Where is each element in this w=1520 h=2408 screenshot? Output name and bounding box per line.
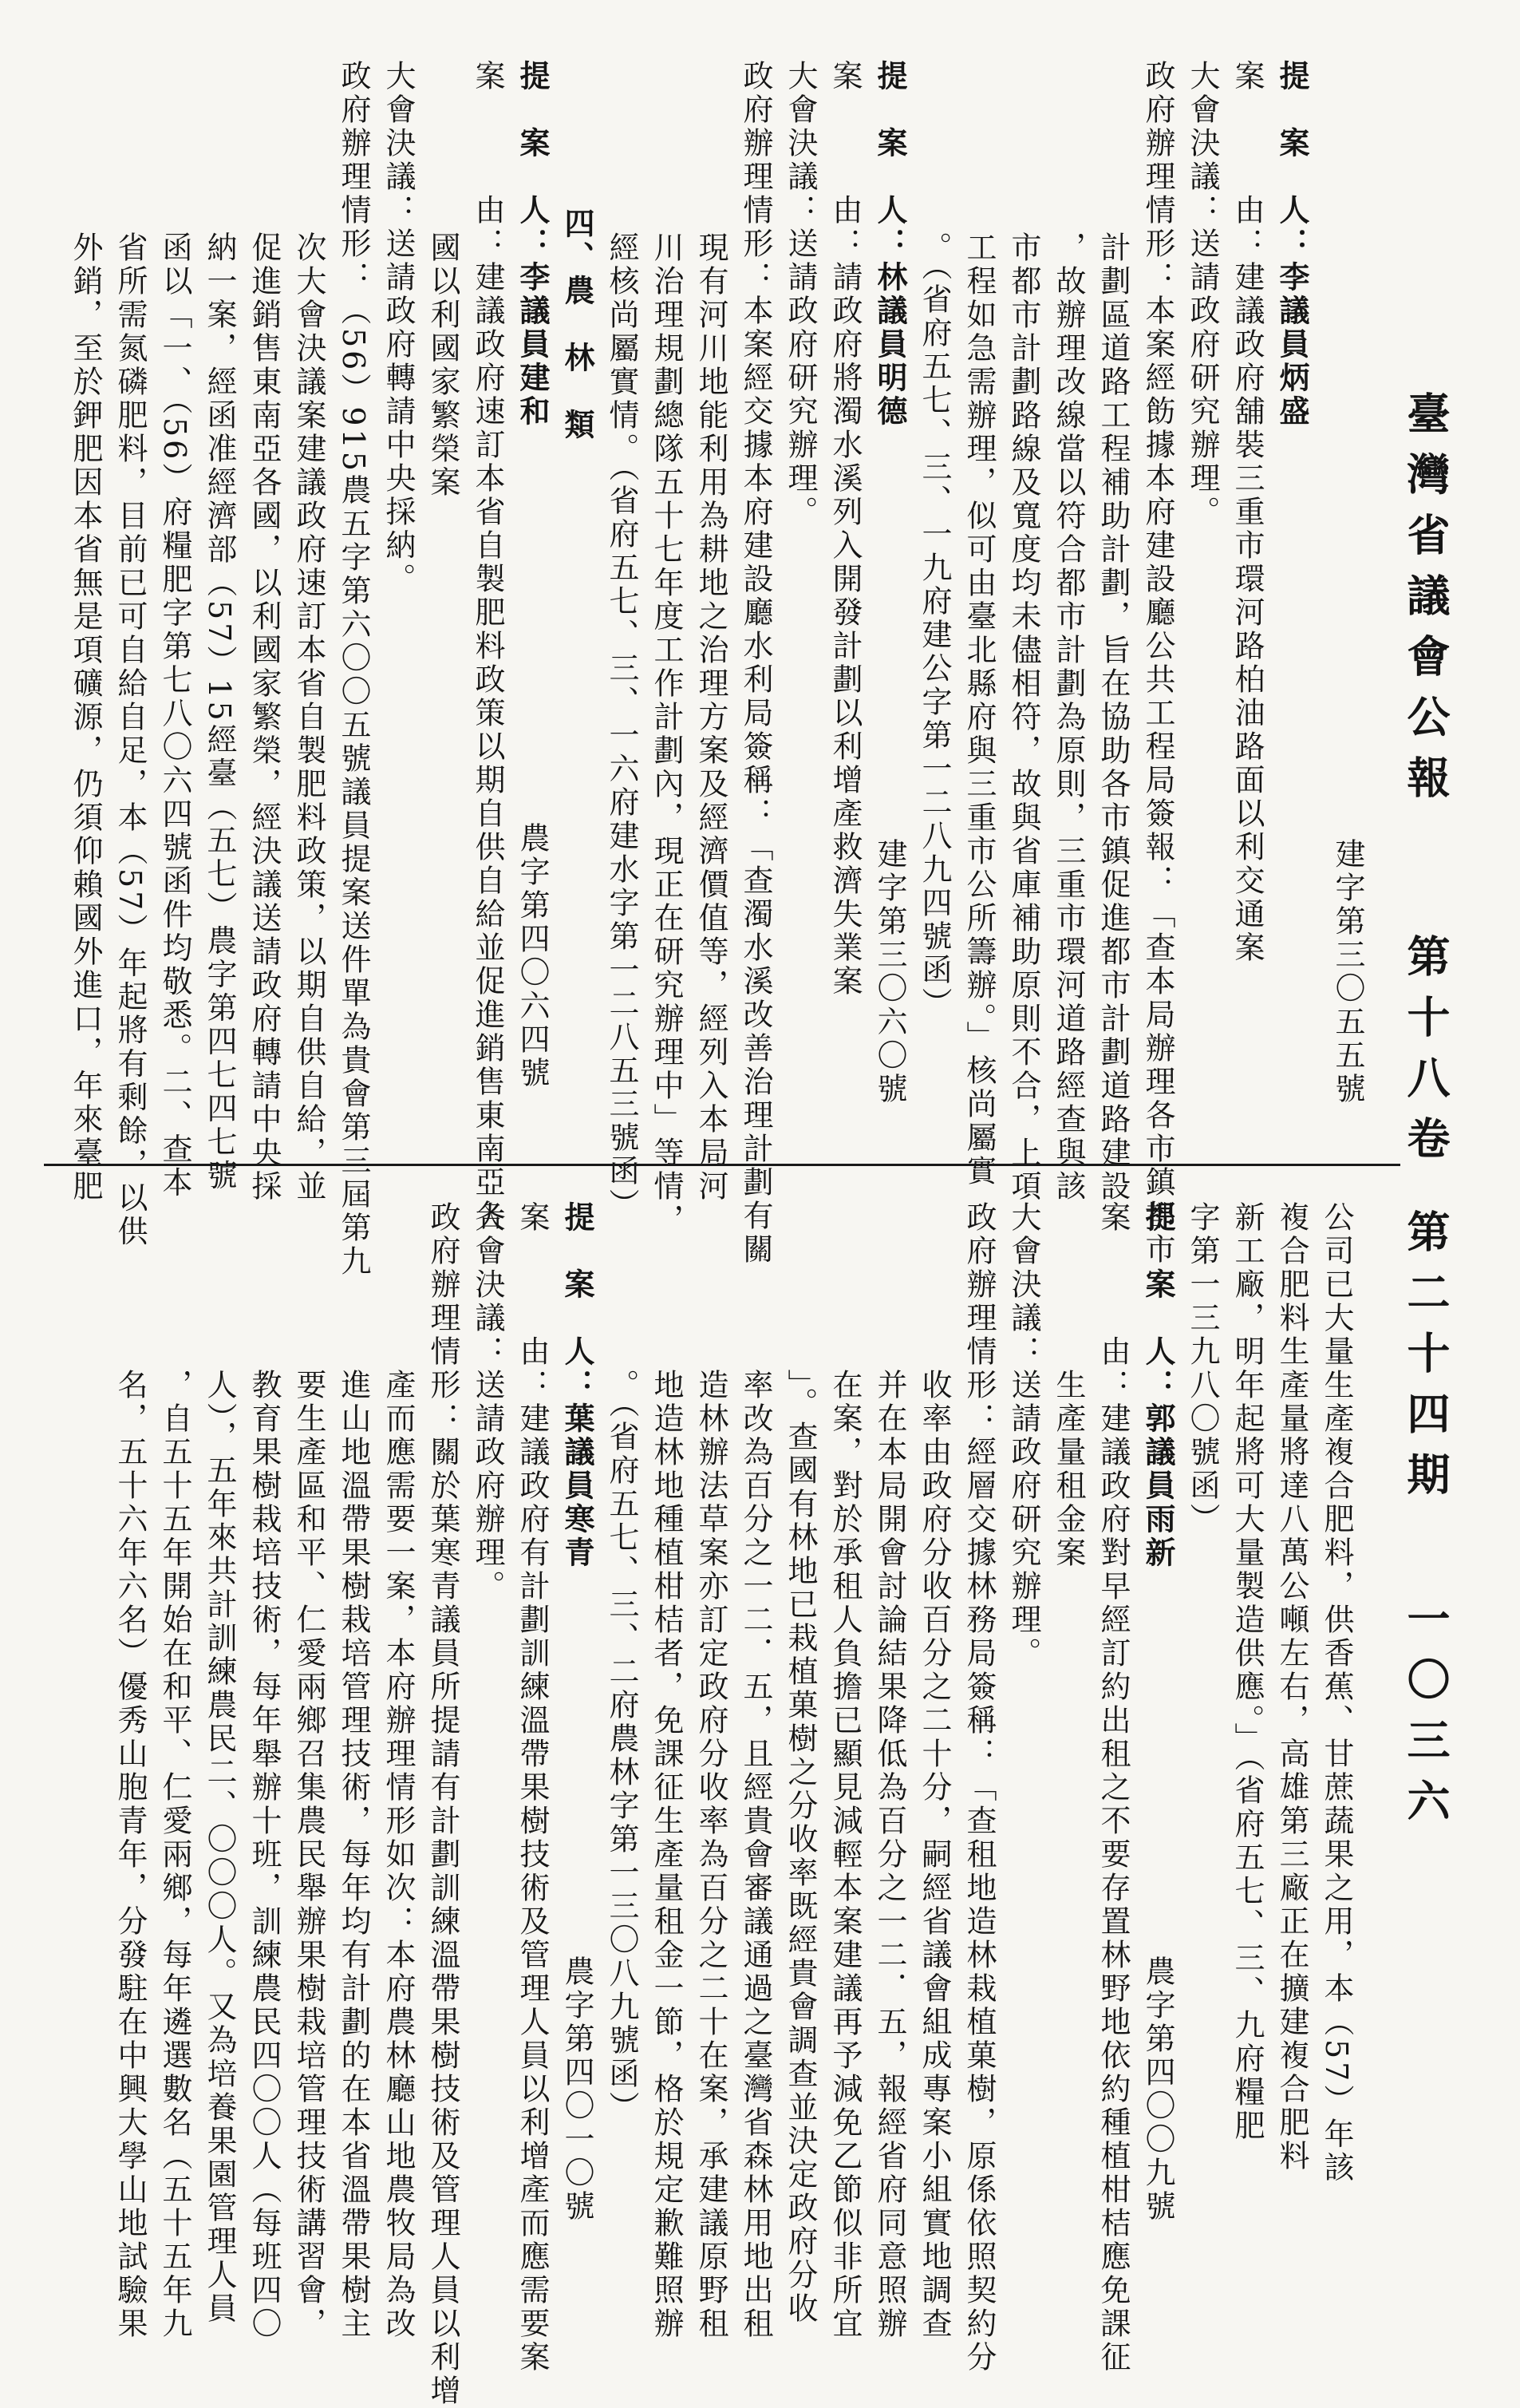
case-number-3060: 建字第三〇六〇號 [872,838,907,1106]
top-line-14: 現有河川地能利用為耕地之治理方案及經濟價值等，經列入本局河 [693,231,728,1204]
top-line-11: 案 由：請政府將濁水溪列入開發計劃以利增產救濟失業案 [827,60,863,998]
proposer-li-jianhe: 提 案 人：李議員建和 [515,60,551,429]
proposer-guo-yuxin: 提 案 人：郭議員雨新 [1140,1201,1176,1570]
bottom-line-6: 案 由：建議政府對早經訂約出租之不要存置林野地依約種植柑桔應免課征 [1096,1201,1131,2374]
top-line-21: 大會決議：送請政府轉請中央採納。 [381,60,416,596]
bottom-line-22: 產而應需要一案，本府辦理情形如次：本府農林廳山地農牧局為改 [381,1369,416,2341]
top-line-12: 大會決議：送請政府研究辦理。 [783,60,818,529]
bottom-line-9: 政府辦理情形：經層交據林務局簽稱：「查租地造林栽植菓樹，原係依照契約分 [961,1201,997,2374]
bottom-line-19: 案 由：建議政府有計劃訓練溫帶果樹技術及管理人員以利增產而應需要案 [515,1201,550,2374]
page-number: 一〇三六 [1400,1596,1451,1839]
volume-number: 第十八卷 [1400,934,1451,1176]
bottom-line-7: 生產量租金案 [1051,1369,1086,1570]
top-line-15: 川治理規劃總隊五十七年度工作計劃內，現正在研究辦理中」等情， [649,231,684,1237]
proposer-lin-mingde: 提 案 人：林議員明德 [872,60,908,429]
top-line-24: 促進銷售東南亞各國，以利國家繁榮，經決議送請政府轉請中央採 [247,231,282,1204]
bottom-line-16: 地造林地種植柑桔者，免課征生產量租金一節，格於規定歉難照辦 [649,1369,684,2341]
proposer-ye-hanqing: 提 案 人：葉議員寒青 [559,1201,595,1570]
bottom-line-26: 人），五年來共計訓練農民二、〇〇〇人。又為培養果園管理人員 [202,1369,237,2326]
bottom-line-1: 公司已大量生產複合肥料，供香蕉、甘蔗蔬果之用，本（57）年該 [1319,1201,1354,2185]
bottom-line-14: 率改為百分之一二．五，且經貴會審議通過之臺灣省森林用地出租 [738,1369,773,2341]
top-line-2: 案 由：建議政府舖裝三重市環河路柏油路面以利交通案 [1230,60,1265,965]
bottom-line-4: 字第一三九八〇號函） [1185,1201,1220,1536]
top-line-16: 經核尚屬實情。（省府五七、三、一六府建水字第一二八五三號函） [604,231,639,1222]
bottom-line-8: 大會決議：送請政府研究辦理。 [1006,1201,1041,1671]
case-number-3055: 建字第三〇五五號 [1330,838,1365,1106]
section-divider [44,1164,1400,1166]
bottom-line-13: 」。查國有林地已栽植菓樹之分收率既經貴會調查並決定政府分收 [783,1369,818,2326]
journal-title: 臺灣省議會公報 [1400,391,1451,816]
bottom-line-25: 教育果樹栽培技術，每年舉辦十班，訓練農民四〇〇人（每班四〇 [247,1369,282,2341]
bottom-line-28: 名，五十六年六名）優秀山胞青年，分發駐在中興大學山地試驗果 [113,1369,148,2341]
bottom-line-27: ，自五十五年開始在和平、仁愛兩鄉，每年遴選數名（五十五年九 [157,1369,192,2341]
top-line-13: 政府辦理情形：本案經交據本府建設廳水利局簽稱：「查濁水溪改善治理計劃有關 [738,60,773,1267]
issue-number: 第二十四期 [1400,1209,1451,1512]
bottom-line-10: 收率由政府分收百分之二十分，嗣經省議會組成專案小組實地調查 [917,1369,952,2341]
bottom-line-17: 。（省府五七、三、二府農林字第一三〇八九號函） [604,1369,639,2125]
top-line-20: 國以利國家繁榮案 [425,231,460,500]
bottom-line-3: 新工廠，明年起將可大量製造供應。」（省府五七、三、九府糧肥 [1230,1201,1265,2143]
top-line-23: 次大會決議案建議政府速訂本省自製肥料政策，以期自供自給，並 [291,231,326,1204]
section-heading-agriculture: 四、農 林 類 [559,208,595,442]
top-line-27: 省所需氮磷肥料，目前已可自給自足，本（57）年起將有剩餘，以供 [113,231,148,1249]
bottom-line-11: 并在本局開會討論結果降低為百分之一二．五，報經省府同意照辦 [872,1369,907,2341]
bottom-line-2: 複合肥料生產量將達八萬公噸左右，高雄第三廠正在擴建複合肥料 [1274,1201,1309,2173]
top-line-4: 政府辦理情形：本案經飭據本府建設廳公共工程局簽報：「查本局辦理各市鎮都市 [1140,60,1175,1267]
top-line-25: 納一案，經函准經濟部（57）15經臺（五七）農字第四七四七號 [202,231,237,1193]
top-line-19: 案 由：建議政府速訂本省自製肥料政策以期自供自給並促進銷售東南亞各 [470,60,505,1233]
top-line-6: ，故辦理改線當以符合都市計劃為原則，三重市環河道路經查與該 [1051,231,1086,1204]
case-number-4064: 農字第四〇六四號 [515,822,550,1090]
bottom-line-12: 在案，對於承租人負擔已顯見減輕本案建議再予減免乙節似非所宜 [827,1369,863,2341]
top-line-7: 市都市計劃路線及寬度均未儘相符，故與省庫補助原則不合，上項 [1006,231,1041,1204]
case-number-4010: 農字第四〇一〇號 [559,1955,594,2224]
bottom-line-15: 造林辦法草案亦訂定政府分收率為百分之二十在案，承建議原野租 [693,1369,728,2341]
top-line-28: 外銷，至於鉀肥因本省無是項礦源，仍須仰賴國外進口，年來臺肥 [68,231,103,1204]
top-line-26: 函以「一、（56）府糧肥字第七八〇六四號函件均敬悉。二、查本 [157,231,192,1200]
top-line-9: 。（省府五七、三、一九府建公字第一二八九四號函） [917,231,952,1021]
top-line-8: 工程如急需辦理，似可由臺北縣府與三重市公所籌辦。」核尚屬實 [961,231,997,1188]
case-number-4009: 農字第四〇〇九號 [1140,1955,1175,2224]
top-line-5: 計劃區道路工程補助計劃，旨在協助各市鎮促進都市計劃道路建設 [1096,231,1131,1204]
bottom-line-20: 大會決議：送請政府辦理。 [470,1201,505,1603]
top-line-3: 大會決議：送請政府研究辦理。 [1185,60,1220,529]
proposer-li-bingsheng: 提 案 人：李議員炳盛 [1274,60,1310,429]
bottom-line-21: 政府辦理情形：關於葉寒青議員所提請有計劃訓練溫帶果樹技術及管理人員以利增 [425,1201,460,2408]
bottom-line-24: 要生產區和平、仁愛兩鄉召集農民舉辦果樹栽培管理技術講習會， [291,1369,326,2341]
top-line-22: 政府辦理情形：（56）915農五字第六〇〇五號議員提案送件單為貴會第三屆第九 [336,60,371,1279]
bottom-line-23: 進山地溫帶果樹栽培管理技術，每年均有計劃的在本省溫帶果樹主 [336,1369,371,2341]
